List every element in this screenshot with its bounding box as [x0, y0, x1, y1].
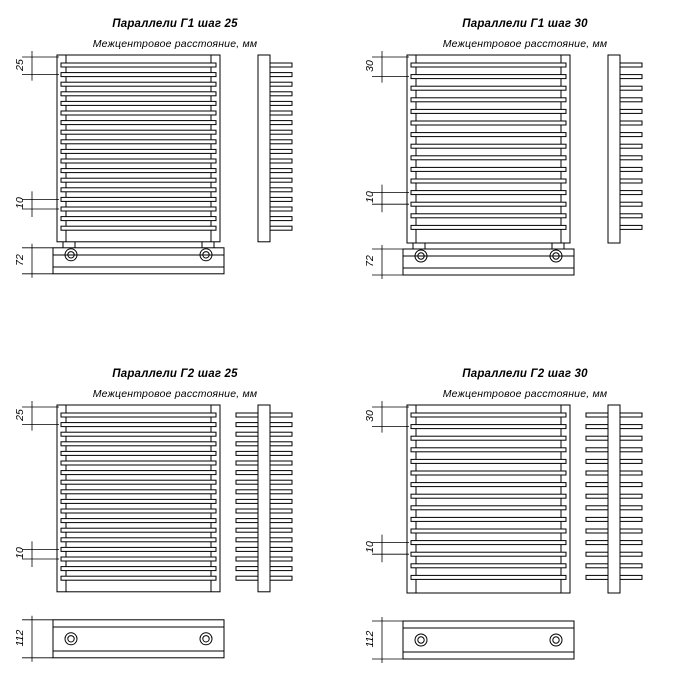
side-fin [270, 178, 292, 182]
tube [61, 92, 216, 96]
side-fin-left [236, 432, 258, 436]
side-fin-right [270, 499, 292, 503]
panel-subtitle: Межцентровое расстояние, мм [92, 388, 258, 400]
side-fin-left [236, 461, 258, 465]
side-fin [270, 149, 292, 153]
side-fin-left [586, 459, 608, 463]
side-fin-left [586, 529, 608, 533]
tube [411, 191, 566, 195]
side-fin [620, 75, 642, 79]
panel-subtitle: Межцентровое расстояние, мм [442, 388, 608, 400]
side-fin-left [586, 517, 608, 521]
tube [411, 425, 566, 429]
side-fin [620, 98, 642, 102]
side-fin-left [586, 483, 608, 487]
panel-geometry [350, 350, 700, 700]
side-fin-right [270, 413, 292, 417]
tube [411, 75, 566, 79]
tube [411, 63, 566, 67]
side-fin [620, 63, 642, 67]
side-fin-right [270, 471, 292, 475]
side-view-body [258, 55, 270, 242]
connection-port-right [550, 634, 562, 646]
tube [61, 121, 216, 125]
side-fin-left [236, 576, 258, 580]
radiator-drawing-g2-30 [350, 350, 700, 700]
side-fin-right [270, 490, 292, 494]
side-view-body [608, 55, 620, 243]
side-fin [620, 86, 642, 90]
dimension-label-depth: 112 [14, 629, 26, 647]
panel-subtitle: Межцентровое расстояние, мм [442, 38, 608, 50]
side-fin-right [620, 459, 642, 463]
tube [61, 413, 216, 417]
tube [61, 111, 216, 115]
side-fin-right [270, 528, 292, 532]
base-view-outline [403, 621, 574, 659]
side-fin-left [236, 442, 258, 446]
tube [61, 528, 216, 532]
side-fin [620, 191, 642, 195]
dimension-label-mid: 10 [364, 191, 376, 204]
tube [411, 413, 566, 417]
side-fin-right [270, 432, 292, 436]
side-fin [620, 109, 642, 113]
dimension-label-mid: 10 [14, 197, 26, 210]
side-fin [270, 197, 292, 201]
side-fin-left [586, 448, 608, 452]
side-fin-left [236, 519, 258, 523]
radiator-drawing-g1-30 [350, 0, 700, 350]
tube [411, 459, 566, 463]
side-fin-left [586, 575, 608, 579]
side-fin-right [620, 552, 642, 556]
tube [61, 178, 216, 182]
panel-title: Параллели Г2 шаг 25 [112, 368, 238, 380]
panel-geometry [0, 350, 350, 700]
tube [411, 552, 566, 556]
side-fin [620, 121, 642, 125]
side-fin-right [270, 461, 292, 465]
dimension-label-top: 30 [364, 59, 376, 72]
tube [61, 557, 216, 561]
side-fin-left [236, 423, 258, 427]
side-fin [270, 140, 292, 144]
tube [61, 538, 216, 542]
tube [411, 494, 566, 498]
radiator-drawing-g2-25 [0, 350, 350, 700]
side-fin [620, 156, 642, 160]
side-fin [620, 214, 642, 218]
side-fin-left [586, 494, 608, 498]
tube [61, 471, 216, 475]
tube [61, 519, 216, 523]
side-fin-right [270, 509, 292, 513]
tube [61, 226, 216, 230]
tube [411, 529, 566, 533]
side-fin-left [236, 509, 258, 513]
tube [411, 86, 566, 90]
tube [411, 144, 566, 148]
tube [411, 109, 566, 113]
side-fin [270, 92, 292, 96]
tube [61, 188, 216, 192]
tube [61, 197, 216, 201]
tube [61, 217, 216, 221]
side-fin [620, 133, 642, 137]
side-fin-left [586, 425, 608, 429]
connection-port-left-inner [68, 636, 74, 642]
dimension-label-top: 30 [364, 409, 376, 422]
radiator-drawing-g1-25 [0, 0, 350, 350]
side-fin [270, 188, 292, 192]
tube [61, 101, 216, 105]
dimension-label-depth: 72 [364, 255, 376, 267]
tube [61, 423, 216, 427]
side-fin-right [620, 413, 642, 417]
side-fin-right [620, 471, 642, 475]
side-fin-right [270, 538, 292, 542]
side-fin-left [236, 451, 258, 455]
side-fin [270, 111, 292, 115]
tube [411, 517, 566, 521]
side-fin [270, 159, 292, 163]
tube [61, 159, 216, 163]
side-fin-right [270, 423, 292, 427]
side-fin-left [236, 471, 258, 475]
dimension-label-depth: 112 [364, 630, 376, 648]
side-fin [270, 121, 292, 125]
side-fin [620, 225, 642, 229]
connection-port-left [65, 633, 77, 645]
base-view-outline [53, 620, 224, 658]
side-fin-right [620, 564, 642, 568]
side-fin-right [270, 451, 292, 455]
tube [61, 82, 216, 86]
connection-port-right-inner [553, 637, 559, 643]
side-fin [270, 207, 292, 211]
tube [61, 480, 216, 484]
tube [61, 140, 216, 144]
tube [411, 575, 566, 579]
tube [411, 448, 566, 452]
tube [61, 207, 216, 211]
side-fin [270, 63, 292, 67]
side-fin [620, 202, 642, 206]
side-view-body [258, 405, 270, 592]
tube [61, 461, 216, 465]
dimension-label-top: 25 [14, 408, 26, 421]
tube [61, 130, 216, 134]
side-fin-right [620, 448, 642, 452]
dimension-label-top: 25 [14, 58, 26, 71]
side-fin-left [236, 557, 258, 561]
tube [61, 451, 216, 455]
tube [61, 567, 216, 571]
side-fin-left [586, 436, 608, 440]
dimension-label-mid: 10 [364, 541, 376, 554]
side-fin-left [586, 413, 608, 417]
tube [61, 490, 216, 494]
tube [411, 167, 566, 171]
side-fin-right [620, 494, 642, 498]
tube [61, 547, 216, 551]
side-fin [270, 226, 292, 230]
tube [411, 133, 566, 137]
side-fin-right [270, 567, 292, 571]
tube [61, 509, 216, 513]
side-fin-right [270, 547, 292, 551]
side-fin-right [620, 483, 642, 487]
connection-port-right [200, 633, 212, 645]
tube [61, 149, 216, 153]
tube [411, 471, 566, 475]
side-fin [620, 167, 642, 171]
side-fin-left [586, 541, 608, 545]
side-fin [270, 169, 292, 173]
side-fin-right [620, 425, 642, 429]
side-fin-right [620, 529, 642, 533]
side-fin-right [620, 541, 642, 545]
tube [61, 499, 216, 503]
side-fin [270, 73, 292, 77]
tube [61, 576, 216, 580]
connection-port-left-inner [418, 637, 424, 643]
tube [411, 506, 566, 510]
panel-geometry [0, 0, 350, 350]
side-fin-left [236, 490, 258, 494]
side-fin-left [236, 567, 258, 571]
side-fin-right [270, 442, 292, 446]
side-fin-right [620, 506, 642, 510]
tube [61, 169, 216, 173]
side-fin-left [236, 413, 258, 417]
side-fin-right [620, 517, 642, 521]
side-fin-right [270, 519, 292, 523]
side-fin [620, 179, 642, 183]
side-fin-right [270, 480, 292, 484]
side-fin-left [236, 538, 258, 542]
tube [61, 442, 216, 446]
tube [411, 121, 566, 125]
side-fin-left [586, 552, 608, 556]
tube [411, 436, 566, 440]
side-fin-left [236, 499, 258, 503]
side-fin [270, 82, 292, 86]
tube [411, 564, 566, 568]
connection-port-left [415, 634, 427, 646]
tube [61, 63, 216, 67]
panel-subtitle: Межцентровое расстояние, мм [92, 38, 258, 50]
panel-geometry [350, 0, 700, 350]
base-view-outline [53, 248, 224, 274]
side-fin-left [586, 564, 608, 568]
tube [61, 432, 216, 436]
side-fin-right [620, 436, 642, 440]
panel-title: Параллели Г2 шаг 30 [462, 368, 588, 380]
connection-port-right-inner [203, 636, 209, 642]
side-fin-left [236, 480, 258, 484]
side-fin-right [270, 576, 292, 580]
side-fin-right [270, 557, 292, 561]
tube [411, 225, 566, 229]
side-fin [270, 217, 292, 221]
side-fin [620, 144, 642, 148]
dimension-label-depth: 72 [14, 253, 26, 266]
side-fin-left [586, 506, 608, 510]
side-fin-left [236, 528, 258, 532]
side-fin [270, 130, 292, 134]
panel-title: Параллели Г1 шаг 30 [462, 18, 588, 30]
base-view-outline [403, 249, 574, 275]
side-fin [270, 101, 292, 105]
tube [411, 483, 566, 487]
tube [61, 73, 216, 77]
tube [411, 214, 566, 218]
tube [411, 202, 566, 206]
tube [411, 541, 566, 545]
dimension-label-mid: 10 [14, 547, 26, 560]
side-fin-left [236, 547, 258, 551]
tube [411, 156, 566, 160]
panel-title: Параллели Г1 шаг 25 [112, 18, 238, 30]
tube [411, 179, 566, 183]
side-view-body [608, 405, 620, 593]
tube [411, 98, 566, 102]
side-fin-right [620, 575, 642, 579]
side-fin-left [586, 471, 608, 475]
